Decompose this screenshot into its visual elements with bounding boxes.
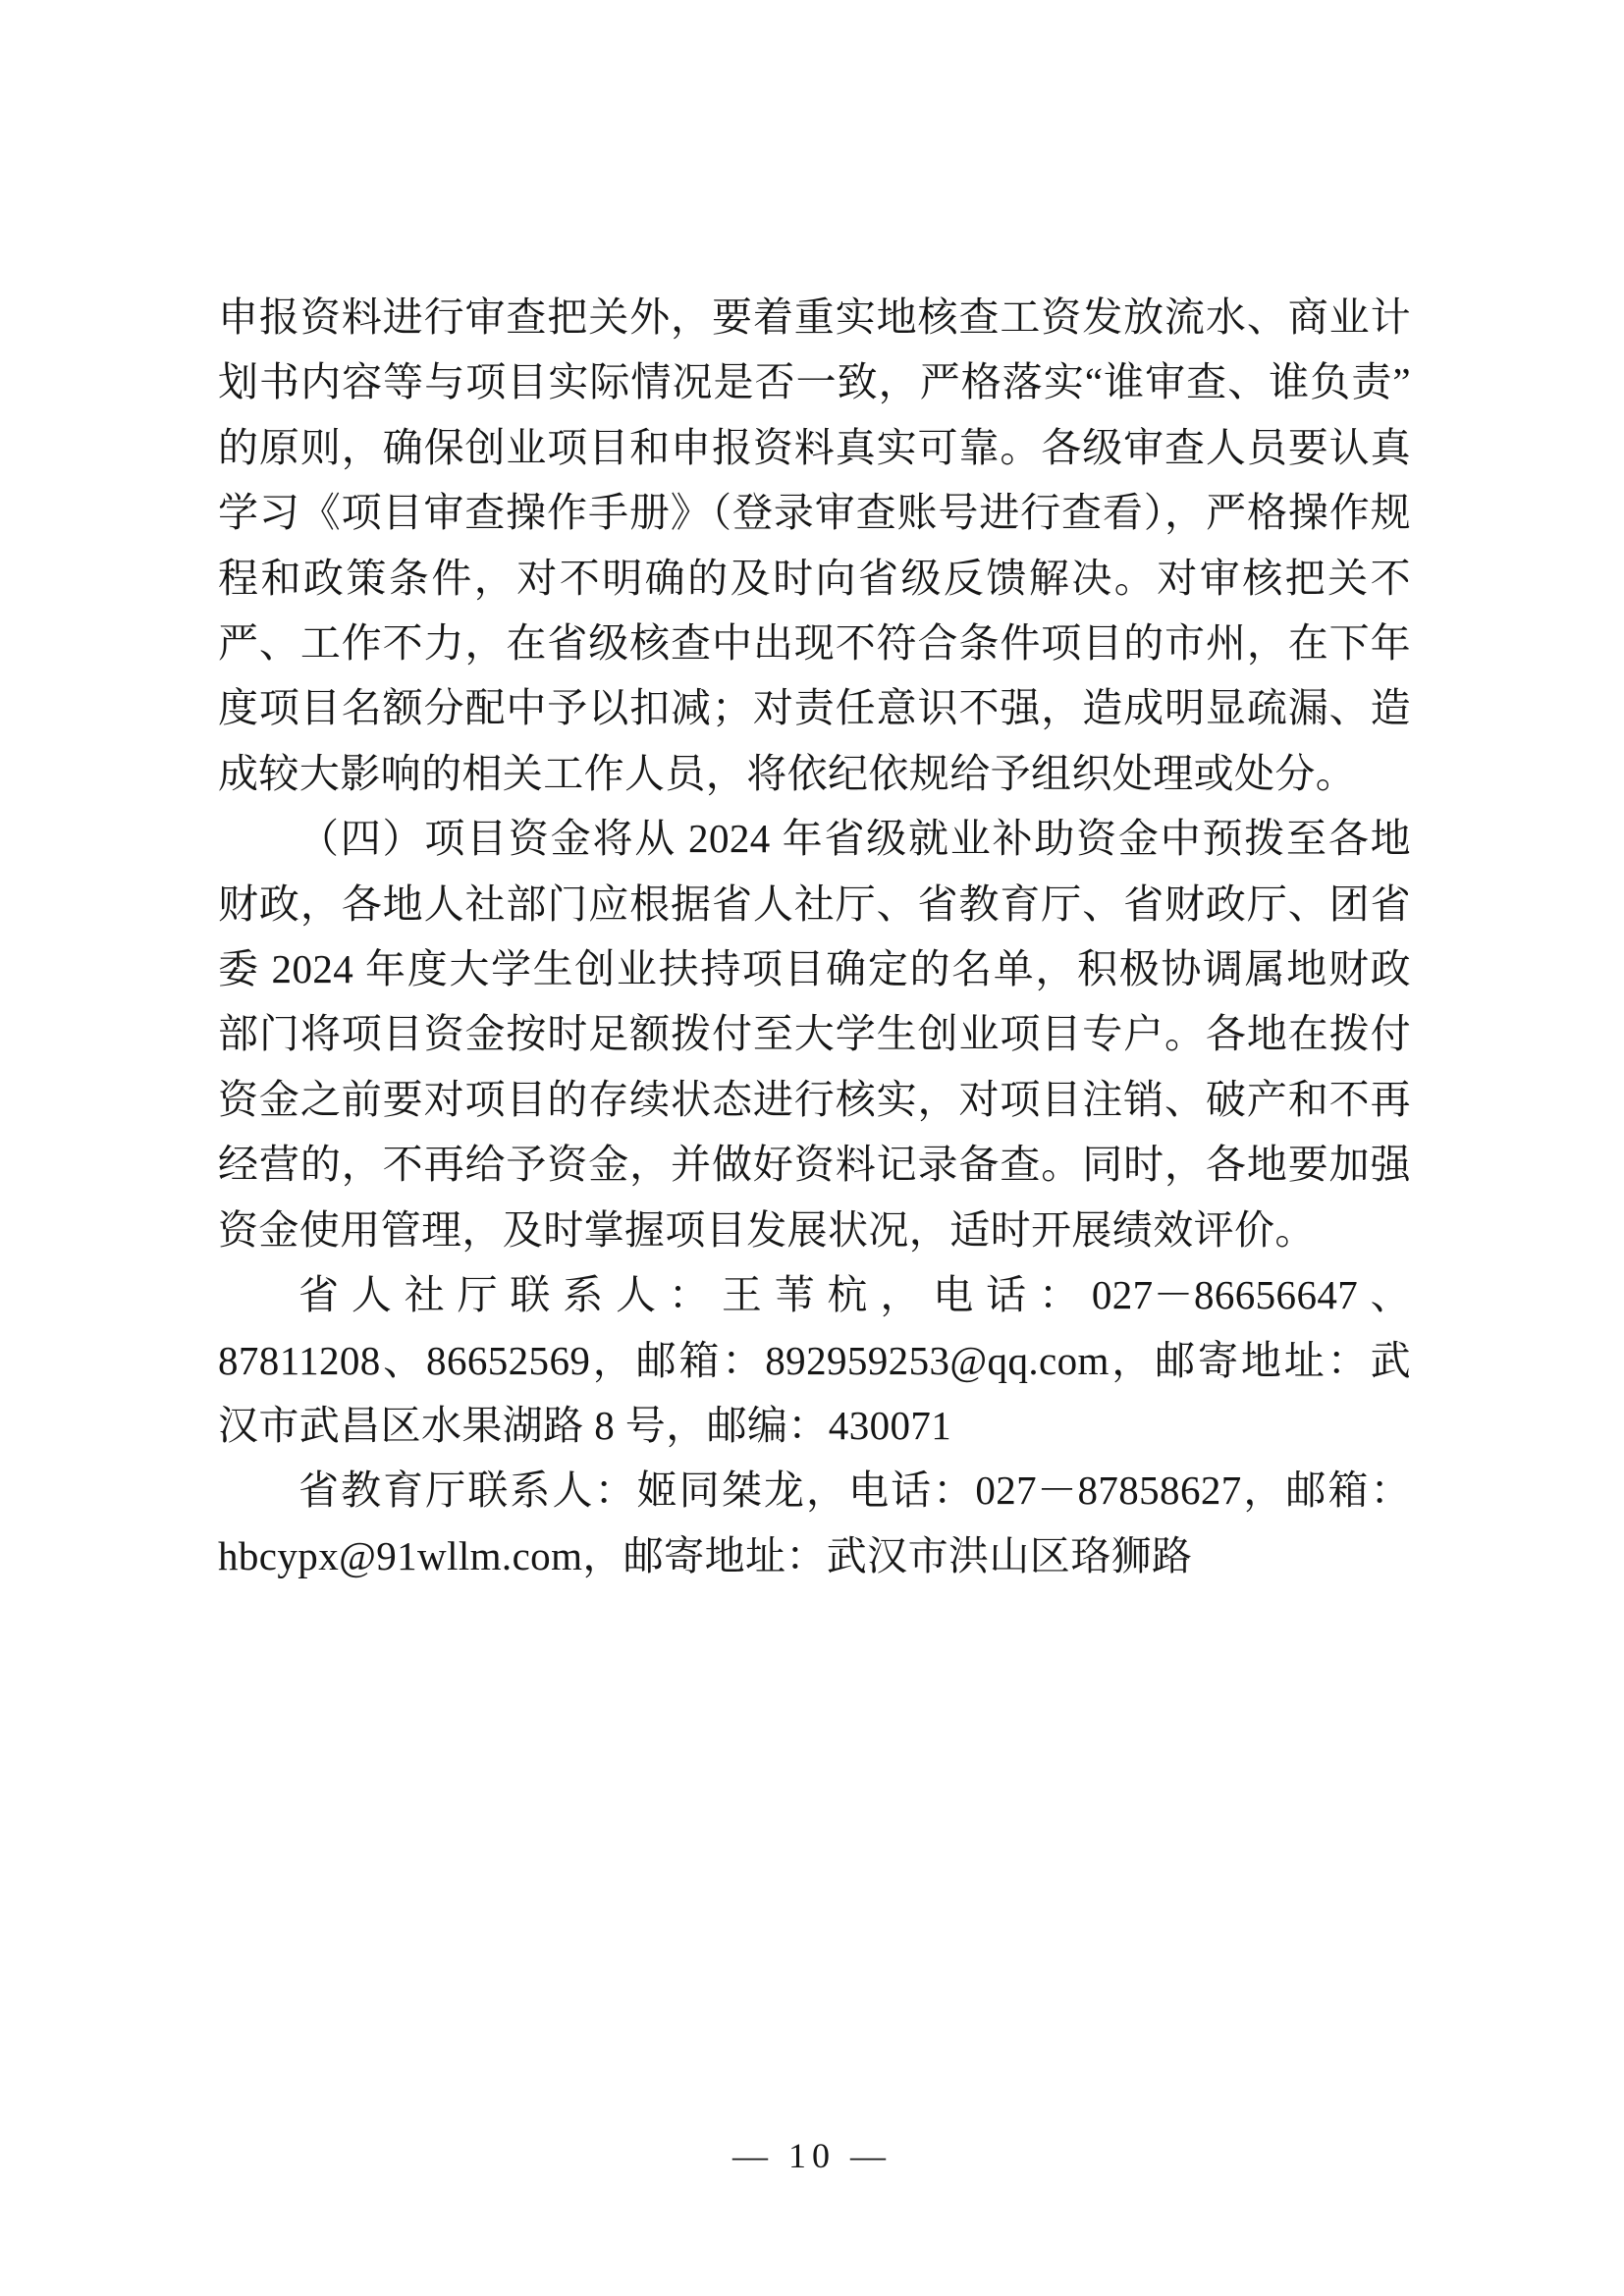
paragraph-contact-jiaoyuting: 省教育厅联系人：姬同桀龙，电话：027－87858627，邮箱：hbcypx@91wllm.com，邮寄地址：武汉市洪山区珞狮路 — [218, 1468, 1411, 1578]
paragraph-item-four-funds: （四）项目资金将从 2024 年省级就业补助资金中预拨至各地财政，各地人社部门应根据省人社厅、省教育厅、省财政厅、团省委 2024 年度大学生创业扶持项目确定的名单，积极协调属地财政部门将项目资金按时足额拨付至大学生创业项目专户。各地在拨付资金之前要对项目的存续状态进行核实，对项目注销、破产和不再经营的，不再给予资金，并做好资料记录备查。同时，各地要加强资金使用管理，及时掌握项目发展状况，适时开展绩效评价。 — [218, 816, 1411, 1253]
paragraph-contact-rensheting: 省人社厅联系人：王苇杭，电话：027－86656647、87811208、86652569，邮箱：892959253@qq.com，邮寄地址：武汉市武昌区水果湖路 8 号，邮编：430071 — [218, 1272, 1411, 1448]
page-number: — 10 — — [732, 2136, 892, 2175]
document-body — [218, 285, 1411, 1588]
paragraph-continued-review: 申报资料进行审查把关外，要着重实地核查工资发放流水、商业计划书内容等与项目实际情况是否一致，严格落实“谁审查、谁负责”的原则，确保创业项目和申报资料真实可靠。各级审查人员要认真学习《项目审查操作手册》（登录审查账号进行查看），严格操作规程和政策条件，对不明确的及时向省级反馈解决。对审核把关不严、工作不力，在省级核查中出现不符合条件项目的市州，在下年度项目名额分配中予以扣减；对责任意识不强，造成明显疏漏、造成较大影响的相关工作人员，将依纪依规给予组织处理或处分。 — [218, 294, 1411, 796]
